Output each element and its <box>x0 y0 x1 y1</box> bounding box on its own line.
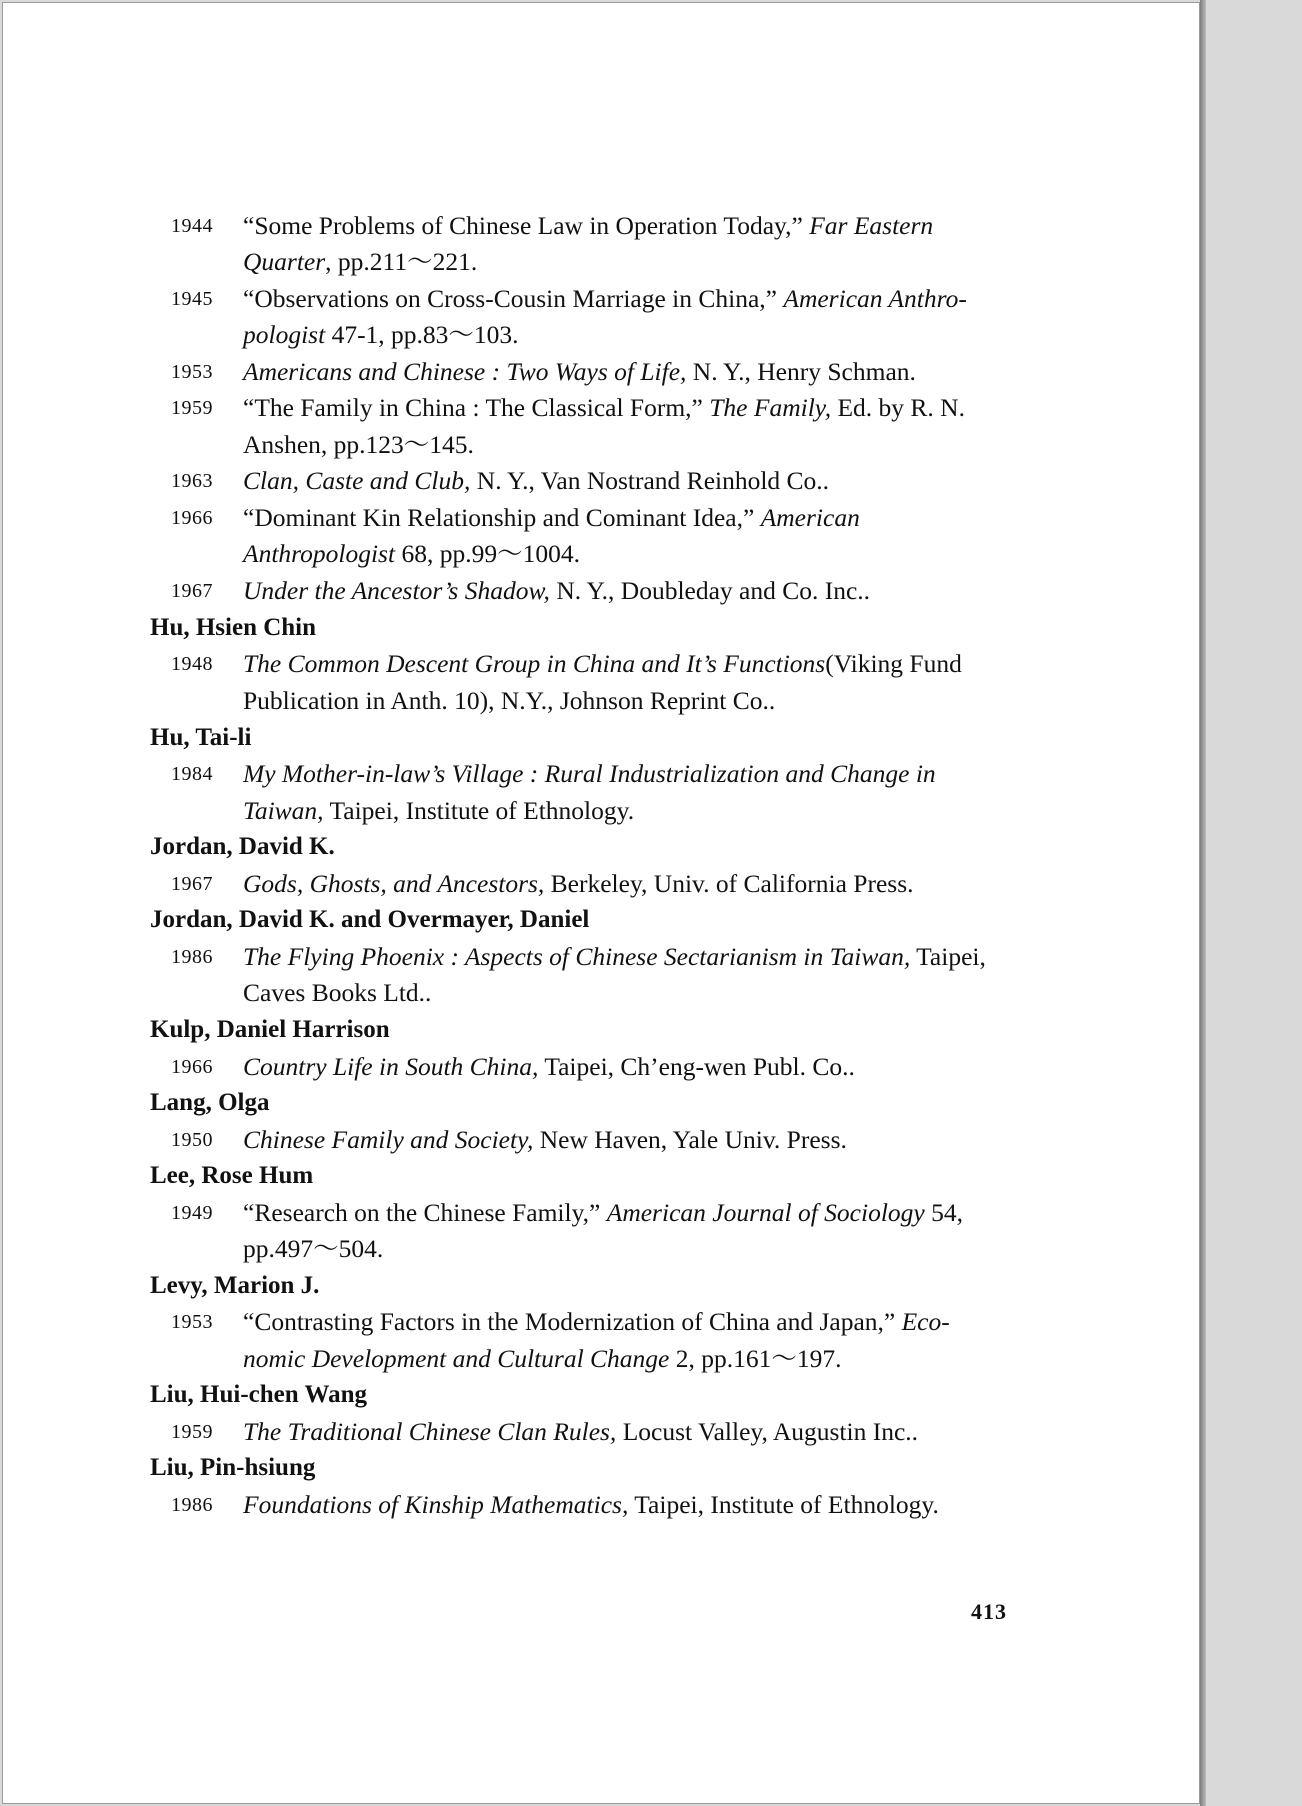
author-heading: Jordan, David K. <box>150 833 335 860</box>
entry-year: 1944 <box>171 215 213 237</box>
entry-text: Quarter, pp.211～221. <box>243 247 478 276</box>
entry-year: 1953 <box>171 1311 213 1333</box>
author-heading: Lang, Olga <box>150 1089 270 1116</box>
author-heading: Hu, Hsien Chin <box>150 614 317 641</box>
entry-text: Gods, Ghosts, and Ancestors, Berkeley, Univ. of California Press. <box>243 869 914 898</box>
entry-text: My Mother-in-law’s Village : Rural Industrialization and Change in <box>243 759 936 788</box>
author-heading: Lee, Rose Hum <box>150 1162 314 1189</box>
entry-text: Clan, Caste and Club, N. Y., Van Nostrand Reinhold Co.. <box>243 466 830 495</box>
entry-year: 1986 <box>171 946 213 968</box>
entry-text: Publication in Anth. 10), N.Y., Johnson Reprint Co.. <box>243 686 776 715</box>
entry-year: 1959 <box>171 397 213 419</box>
entry-text: “Research on the Chinese Family,” American Journal of Sociology 54, <box>243 1198 963 1227</box>
author-heading: Kulp, Daniel Harrison <box>150 1016 390 1043</box>
entry-text: Country Life in South China, Taipei, Ch’eng-wen Publ. Co.. <box>243 1052 855 1081</box>
entry-text: Taiwan, Taipei, Institute of Ethnology. <box>243 796 635 825</box>
entry-text: Americans and Chinese : Two Ways of Life, N. Y., Henry Schman. <box>243 357 916 386</box>
entry-year: 1984 <box>171 763 213 785</box>
page-edge-shadow <box>1200 0 1206 1806</box>
entry-text: “The Family in China : The Classical Form,” The Family, Ed. by R. N. <box>243 393 965 422</box>
entry-year: 1953 <box>171 361 213 383</box>
entry-text: “Observations on Cross-Cousin Marriage in China,” American Anthro- <box>243 284 967 313</box>
entry-text: The Traditional Chinese Clan Rules, Locust Valley, Augustin Inc.. <box>243 1417 919 1446</box>
entry-year: 1966 <box>171 1056 213 1078</box>
entry-year: 1959 <box>171 1421 213 1443</box>
entry-text: Anthropologist 68, pp.99～1004. <box>243 539 580 568</box>
document-page <box>2 2 1200 1804</box>
entry-text: Anshen, pp.123～145. <box>243 430 474 459</box>
entry-text: The Flying Phoenix : Aspects of Chinese Sectarianism in Taiwan, Taipei, <box>243 942 986 971</box>
entry-text: pologist 47-1, pp.83～103. <box>243 320 519 349</box>
entry-text: “Some Problems of Chinese Law in Operation Today,” Far Eastern <box>243 211 934 240</box>
entry-text: “Dominant Kin Relationship and Cominant Idea,” American <box>243 503 860 532</box>
author-heading: Levy, Marion J. <box>150 1272 320 1299</box>
entry-text: pp.497～504. <box>243 1234 384 1263</box>
entry-year: 1949 <box>171 1202 213 1224</box>
entry-year: 1963 <box>171 470 213 492</box>
entry-text: Foundations of Kinship Mathematics, Taipei, Institute of Ethnology. <box>243 1490 939 1519</box>
author-heading: Hu, Tai-li <box>150 724 252 751</box>
entry-year: 1950 <box>171 1129 213 1151</box>
entry-year: 1945 <box>171 288 213 310</box>
entry-text: Under the Ancestor’s Shadow, N. Y., Doubleday and Co. Inc.. <box>243 576 871 605</box>
author-heading: Liu, Hui-chen Wang <box>150 1381 367 1408</box>
entry-year: 1948 <box>171 653 213 675</box>
entry-year: 1966 <box>171 507 213 529</box>
entry-text: Chinese Family and Society, New Haven, Yale Univ. Press. <box>243 1125 847 1154</box>
entry-text: Caves Books Ltd.. <box>243 978 432 1007</box>
author-heading: Liu, Pin-hsiung <box>150 1454 316 1481</box>
page-number: 413 <box>971 1599 1007 1624</box>
entry-text: nomic Development and Cultural Change 2, pp.161～197. <box>243 1344 842 1373</box>
entry-year: 1967 <box>171 580 213 602</box>
entry-year: 1967 <box>171 873 213 895</box>
entry-text: The Common Descent Group in China and It’s Functions(Viking Fund <box>243 649 962 678</box>
entry-year: 1986 <box>171 1494 213 1516</box>
author-heading: Jordan, David K. and Overmayer, Daniel <box>150 906 590 933</box>
entry-text: “Contrasting Factors in the Modernization of China and Japan,” Eco- <box>243 1307 950 1336</box>
